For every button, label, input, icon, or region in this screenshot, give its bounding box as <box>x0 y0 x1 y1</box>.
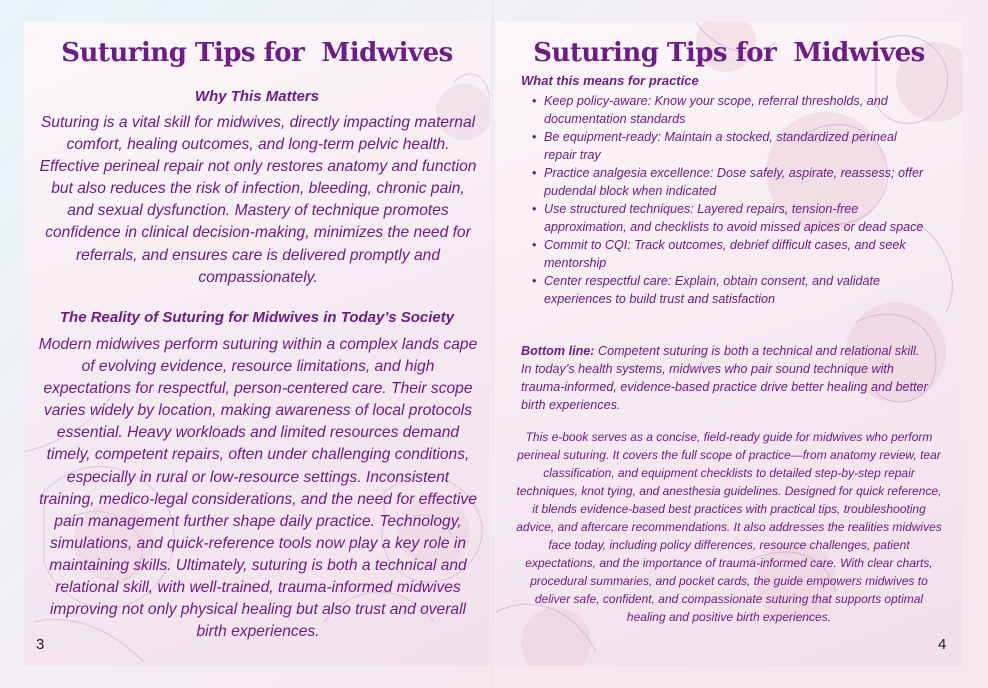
left-page <box>24 22 490 666</box>
list-item-text: Keep policy-aware: Know your scope, referral thresholds, and documentation standards <box>544 94 888 126</box>
list-item <box>521 236 931 272</box>
list-item-text: Practice analgesia excellence: Dose safely, aspirate, reassess; offer pudendal block when indicated <box>544 166 924 198</box>
page-title: Suturing Tips for Midwives <box>533 38 925 68</box>
practice-list <box>521 92 931 308</box>
page-number-right: 4 <box>938 636 947 653</box>
right-page <box>496 22 962 666</box>
list-item <box>521 164 931 200</box>
list-item <box>521 200 931 236</box>
list-item-text: Center respectful care: Explain, obtain consent, and validate experiences to build trust and satisfaction <box>544 274 881 306</box>
list-item <box>521 92 931 128</box>
bullet-icon: • <box>532 94 537 108</box>
bullet-icon: • <box>532 166 537 180</box>
list-item <box>521 272 931 308</box>
list-item <box>521 128 931 164</box>
ebook-description-paragraph: This e-book serves as a concise, field-ready guide for midwives who perform perineal suturing. It covers the full scope of practice—from anatomy review, tear classification, and equipment checklists to detailed step-by-step repair techniques, knot tying, and anesthesia guidelines. Designed for quick reference, it blends evidence-based best practices with practical tips, troubleshooting advice, and aftercare recommendations. It also addresses the realities midwives face today, including policy differences, resource challenges, patient expectations, and the importance of trauma-informed care. With clear charts, procedural summaries, and pocket cards, the guide empowers midwives to deliver safe, confident, and compassionate suturing that supports optimal healing and positive birth experiences. <box>516 430 942 624</box>
bottom-line-text: Competent suturing is both a technical and relational skill. In today’s health systems, midwives who pair sound technique with trauma-informed, evidence-based practice drive better healing and better birth experiences. <box>521 344 928 412</box>
page-number-left: 3 <box>36 636 45 653</box>
bullet-icon: • <box>532 130 537 144</box>
section-heading-reality: The Reality of Suturing for Midwives in Today’s Society <box>59 309 455 326</box>
book-spine <box>492 0 494 688</box>
bottom-line-label: Bottom line: <box>521 344 595 358</box>
list-item-text: Use structured techniques: Layered repairs, tension-free approximation, and checklists to avoid missed apices or dead space <box>544 202 924 234</box>
reality-paragraph: Modern midwives perform suturing within a complex lands cape of evolving evidence, resource limitations, and high expectations for respectful, person-centered care. Their scope varies widely by location, making awareness of local protocols essential. Heavy workloads and limited resources demand timely, competent repairs, often under challenging conditions, especially in rural or low-resource settings. Inconsistent training, medico-legal considerations, and the need for effective pain management further shape daily practice. Technology, simulations, and quick-reference tools now play a key role in maintaining skills. Ultimately, suturing is both a technical and relational skill, with well-trained, trauma-informed midwives improving not only physical healing but also trust and overall birth experiences. <box>38 336 478 641</box>
bottom-line-paragraph <box>521 342 931 414</box>
bullet-icon: • <box>532 274 537 288</box>
bullet-icon: • <box>532 238 537 252</box>
why-this-matters-paragraph: Suturing is a vital skill for midwives, directly impacting maternal comfort, healing outcomes, and long-term pelvic health. Effective perineal repair not only restores anatomy and function but also reduces the risk of infection, bleeding, chronic pain, and sexual dysfunction. Mastery of technique promotes confidence in clinical decision-making, minimizes the need for referrals, and ensures care is delivered promptly and compassionately. <box>39 114 477 286</box>
practice-heading: What this means for practice <box>521 73 699 88</box>
list-item-text: Commit to CQI: Track outcomes, debrief difficult cases, and seek mentorship <box>544 238 906 270</box>
bullet-icon: • <box>532 202 537 216</box>
page-title: Suturing Tips for Midwives <box>61 38 453 68</box>
section-heading-why-this-matters: Why This Matters <box>194 88 320 105</box>
list-item-text: Be equipment-ready: Maintain a stocked, standardized perineal repair tray <box>544 130 897 162</box>
